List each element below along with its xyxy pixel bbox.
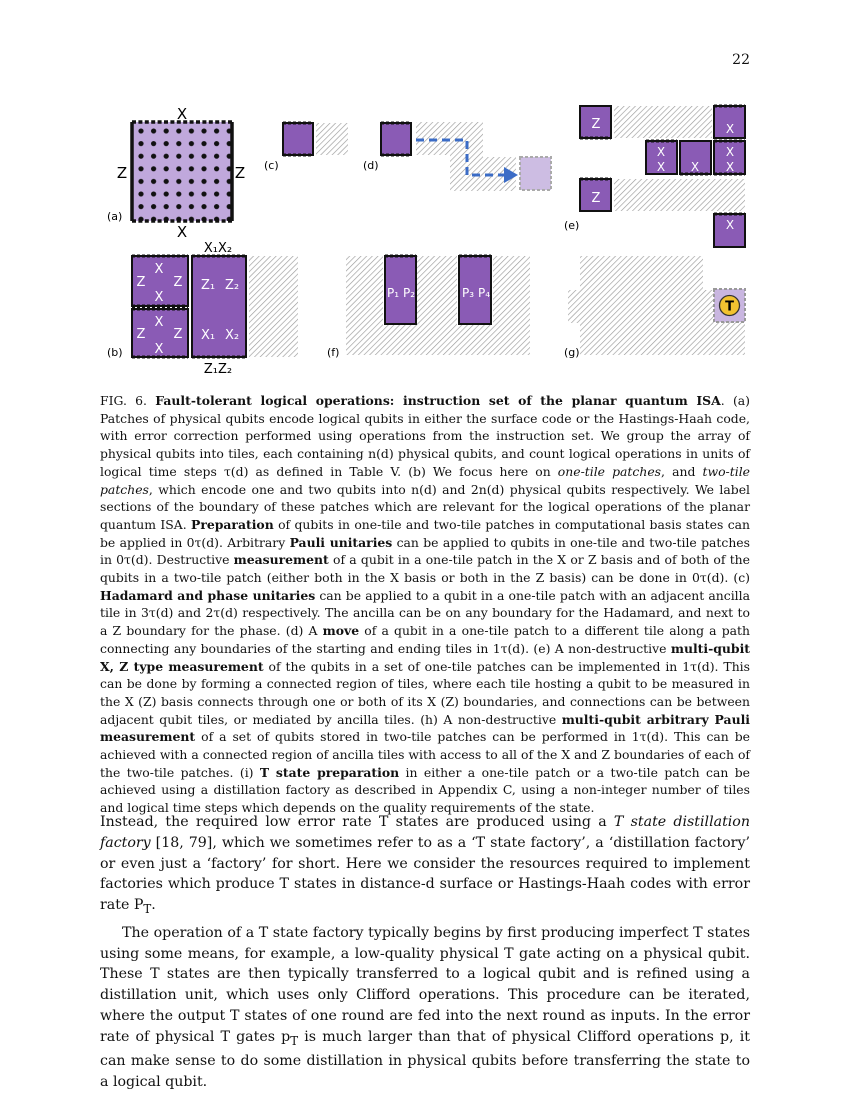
label-e-x2: X (656, 145, 666, 159)
figure-6 (100, 98, 750, 383)
svg-text:X: X (154, 262, 164, 277)
ancilla-tile (316, 123, 348, 155)
label-a-right: Z (234, 164, 246, 182)
label-a-top: X (176, 105, 188, 123)
panel-b (107, 241, 298, 377)
one-tile-patch (283, 123, 313, 155)
label-a-left: Z (116, 164, 128, 182)
panel-label-a: (a) (107, 210, 123, 223)
svg-text:Z: Z (136, 275, 146, 290)
label-a-bottom: X (176, 223, 188, 241)
panel-label-b: (b) (107, 346, 123, 359)
svg-text:X₂: X₂ (224, 328, 240, 343)
figure-caption (100, 392, 750, 817)
svg-text:Z: Z (136, 327, 146, 342)
panel-label-e: (e) (564, 219, 580, 232)
svg-text:P₃: P₃ (461, 286, 475, 300)
svg-text:P₄: P₄ (477, 286, 491, 300)
svg-text:X: X (154, 290, 164, 305)
label-e-z2: Z (591, 191, 601, 206)
label-e-z1: Z (591, 117, 601, 132)
panel-label-g: (g) (564, 346, 580, 359)
label-g-t: T (725, 299, 734, 315)
svg-text:P₂: P₂ (402, 286, 416, 300)
panel-g (564, 256, 745, 359)
end-patch (520, 157, 551, 190)
svg-text:Z: Z (173, 327, 183, 342)
paragraph-2: The operation of a T state factory typically begins by first producing imperfect T states using some means, for example, a low-quality physical T gate acting on a physical qubit. These T states are then typically transferred to a logical qubit and is refined using a distillation unit, which uses only Clifford operations. This procedure can be iterated, where the output T states of one round are fed into the next round as inputs. In the error rate of physical T gates $p_T$ is much larger than that of physical Clifford operations p, it can make sense to do some distillation in physical qubits before transferring the state to a logical qubit. (100, 924, 750, 1091)
label-e-x7: X (725, 218, 735, 232)
svg-text:X₁: X₁ (200, 328, 216, 343)
label-e-x4: X (690, 160, 700, 174)
panel-a (107, 105, 245, 241)
svg-text:X: X (154, 315, 164, 330)
svg-text:Z: Z (173, 275, 183, 290)
label-b-bottom: Z₁Z₂ (203, 362, 233, 377)
svg-text:Z₂: Z₂ (224, 278, 240, 293)
svg-text:P₁: P₁ (386, 286, 400, 300)
panel-e (564, 106, 745, 247)
physical-qubit-array (132, 122, 232, 221)
label-e-x5: X (725, 145, 735, 159)
panel-label-d: (d) (363, 159, 379, 172)
svg-text:X: X (154, 342, 164, 357)
label-e-x6: X (725, 160, 735, 174)
caption-text: FIG. 6. Fault-tolerant logical operations: instruction set of the planar quantum ISA. (a) Patches of physical qubits encode logical qubits in either the surface code or the Hastings-Haah code, with error correction performed using operations from the instruction set. We group the array of physical qubits into tiles, each containing n(d) physical qubits, and count logical operations in units of logical time steps τ(d) as defined in Table V. (b) We focus here on one-tile patches, and two-tile patches, which encode one and two qubits into n(d) and 2n(d) physical qubits respectively. We label sections of the boundary of these patches which are relevant for the logical operations of the planar quantum ISA. Preparation of qubits in one-tile and two-tile patches in computational basis states can be applied in 0τ(d). Arbitrary Pauli unitaries can be applied to qubits in one-tile and two-tile patches in 0τ(d). Destructive measurement of a qubit in a one-tile patch in the X or Z basis and of both of the qubits in a two-tile patch (either both in the X basis or both in the Z basis) can be done in 0τ(d). (c) Hadamard and phase unitaries can be applied to a qubit in a one-tile patch with an adjacent ancilla tile in 3τ(d) and 2τ(d) respectively. The ancilla can be on any boundary for the Hadamard, and next to a Z boundary for the phase. (d) A move of a qubit in a one-tile patch to a different tile along a path connecting any boundaries of the starting and ending tiles in 1τ(d). (e) A non-destructive multi-qubit X, Z type measurement of the qubits in a set of one-tile patches can be implemented in 1τ(d). This can be done by forming a connected region of tiles, where each tile hosting a qubit to be measured in the X (Z) basis connects through one or both of its X (Z) boundaries, and connections can be between adjacent qubit tiles, or mediated by ancilla tiles. (h) A non-destructive multi-qubit arbitrary Pauli measurement of a set of qubits stored in two-tile patches can be performed in 1τ(d). This can be achieved with a connected region of ancilla tiles with access to all of the X and Z boundaries of each of the two-tile patches. (i) T state preparation in either a one-tile patch or a two-tile patch can be achieved using a distillation factory as described in Appendix C, using a non-integer number of tiles and logical time steps which depends on the quality requirements of the state. (100, 393, 751, 816)
label-e-x3: X (656, 160, 666, 174)
svg-text:Z₁: Z₁ (200, 278, 216, 293)
ancilla-region (346, 256, 530, 355)
panel-d (363, 122, 551, 191)
label-e-x1: X (725, 122, 735, 136)
panel-c (264, 123, 348, 172)
label-b-top: X₁X₂ (203, 241, 233, 256)
panel-label-f: (f) (327, 346, 340, 359)
start-patch (381, 123, 411, 155)
panel-f (327, 256, 530, 359)
page-number: 22 (732, 52, 750, 68)
panel-label-c: (c) (264, 159, 279, 172)
body-text (100, 812, 750, 1093)
paragraph-1: Instead, the required low error rate T states are produced using a T state distillation factory [18, 79], which we sometimes refer to as a ‘T state factory’, a ‘distillation factory’ or even just a ‘factory’ for short. Here we consider the resources required to implement factories which produce T states in distance-d surface or Hastings-Haah codes with error rate $P_T$. (100, 814, 750, 917)
